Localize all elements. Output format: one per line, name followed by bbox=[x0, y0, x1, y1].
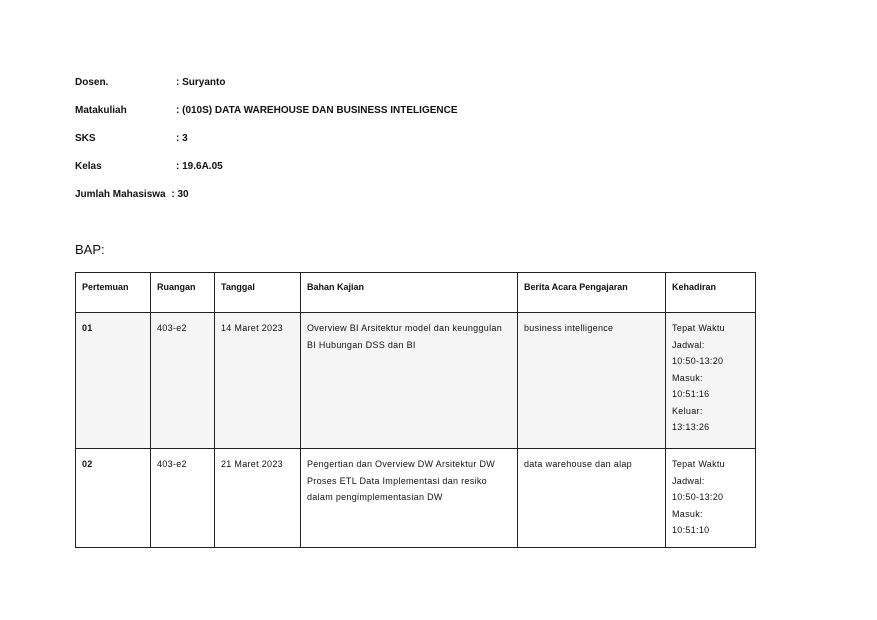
kehadiran-line: Masuk: bbox=[672, 508, 703, 519]
info-row-jumlah-mahasiswa bbox=[75, 189, 189, 217]
header-pertemuan: Pertemuan bbox=[76, 273, 151, 313]
header-berita-acara: Berita Acara Pengajaran bbox=[518, 273, 666, 313]
cell-bahan-kajian: Pengertian dan Overview DW Arsitektur DW Proses ETL Data Implementasi dan resiko dalam pengimplementasian DW bbox=[301, 449, 518, 548]
info-label: Jumlah Mahasiswa bbox=[75, 189, 166, 200]
info-value: : 3 bbox=[176, 133, 188, 144]
header-kehadiran: Kehadiran bbox=[666, 273, 756, 313]
cell-berita-acara: business intelligence bbox=[518, 313, 666, 449]
table-header-row bbox=[76, 273, 756, 313]
info-value: : 19.6A.05 bbox=[176, 161, 223, 172]
info-row-kelas bbox=[75, 161, 223, 189]
info-label: Dosen. bbox=[75, 77, 109, 88]
info-value: : (010S) DATA WAREHOUSE DAN BUSINESS INTELIGENCE bbox=[176, 105, 458, 116]
kehadiran-line: Jadwal: bbox=[672, 475, 705, 486]
info-value: : Suryanto bbox=[176, 77, 226, 88]
kehadiran-status: Tepat Waktu bbox=[672, 323, 725, 333]
kehadiran-line: Masuk: bbox=[672, 372, 703, 383]
kehadiran-status: Tepat Waktu bbox=[672, 459, 725, 469]
cell-kehadiran bbox=[666, 449, 756, 548]
kehadiran-line: 10:50-13:20 bbox=[672, 492, 724, 502]
cell-tanggal: 14 Maret 2023 bbox=[215, 313, 301, 449]
cell-berita-acara: data warehouse dan alap bbox=[518, 449, 666, 548]
info-value: : 30 bbox=[171, 189, 189, 200]
info-label: Kelas bbox=[75, 161, 102, 172]
cell-bahan-kajian: Overview BI Arsitektur model dan keunggulan BI Hubungan DSS dan BI bbox=[301, 313, 518, 449]
table-row bbox=[76, 449, 756, 548]
header-tanggal: Tanggal bbox=[215, 273, 301, 313]
bap-table bbox=[75, 272, 756, 548]
header-bahan-kajian: Bahan Kajian bbox=[301, 273, 518, 313]
info-row-matakuliah bbox=[75, 105, 458, 133]
info-label: SKS bbox=[75, 133, 96, 144]
cell-ruangan: 403-e2 bbox=[151, 313, 215, 449]
kehadiran-line: Jadwal: bbox=[672, 339, 705, 350]
cell-tanggal: 21 Maret 2023 bbox=[215, 449, 301, 548]
cell-kehadiran bbox=[666, 313, 756, 449]
header-ruangan: Ruangan bbox=[151, 273, 215, 313]
info-row-sks bbox=[75, 133, 189, 161]
bap-title: BAP: bbox=[75, 242, 105, 257]
cell-ruangan: 403-e2 bbox=[151, 449, 215, 548]
kehadiran-line: 13:13:26 bbox=[672, 422, 710, 432]
info-row-dosen bbox=[75, 77, 226, 105]
course-info bbox=[75, 77, 458, 217]
kehadiran-line: 10:51:10 bbox=[672, 525, 710, 535]
kehadiran-line: Keluar: bbox=[672, 405, 703, 416]
kehadiran-line: 10:51:16 bbox=[672, 389, 710, 399]
cell-pertemuan: 02 bbox=[76, 449, 151, 548]
info-label: Matakuliah bbox=[75, 105, 127, 116]
table-row bbox=[76, 313, 756, 449]
kehadiran-line: 10:50-13:20 bbox=[672, 356, 724, 366]
cell-pertemuan: 01 bbox=[76, 313, 151, 449]
